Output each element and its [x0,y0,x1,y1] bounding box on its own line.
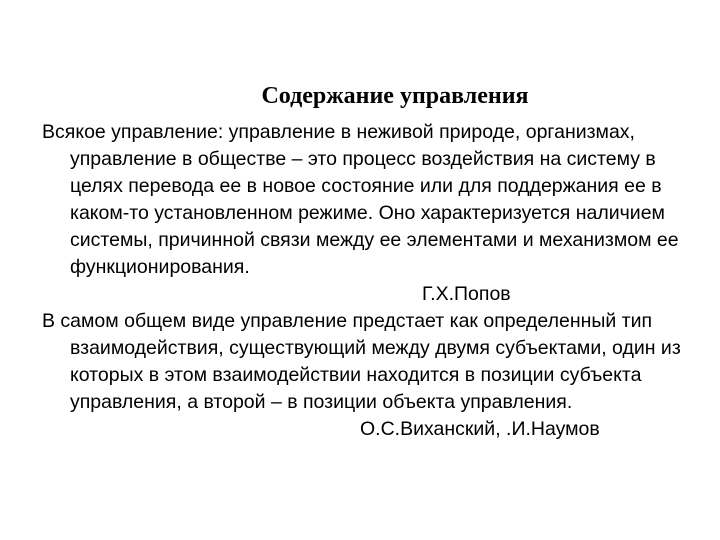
slide-title: Содержание управления [261,83,529,109]
quote-paragraph-2: В самом общем виде управление предстает как определенный тип взаимодействия, существующий между двумя субъектами, один из которых в этом взаимодействии находится в позиции субъекта управления, а второй – в позиции объекта управления. [42,310,681,413]
quote-paragraph-1: Всякое управление: управление в неживой природе, организмах, управление в обществе – это процесс воздействия на систему в целях перевода ее в новое состояние или для поддержания ее в каком-то установленном режиме. Оно характеризуется наличием системы, причинной связи между ее элементами и механизмом ее функционирования. [42,121,679,278]
quote-author-2: О.С.Виханский, .И.Наумов [360,418,600,440]
quote-author-1: Г.Х.Попов [422,283,511,305]
slide-body [42,119,702,443]
